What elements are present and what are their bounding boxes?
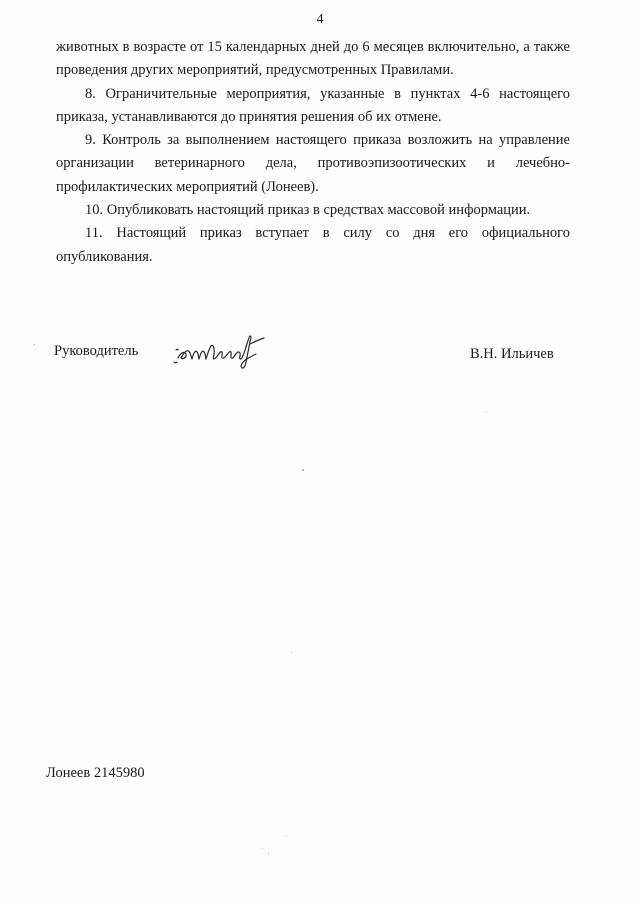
executor-info: Лонеев 2145980 (46, 765, 145, 781)
paragraph-7-continuation: животных в возрасте от 15 календарных дней до 6 месяцев включительно, а также проведения других мероприятий, предусмотренных Правилами. (56, 39, 570, 79)
document-body (56, 36, 570, 269)
page-number: 4 (316, 12, 324, 27)
handwritten-signature (172, 328, 282, 374)
scan-speck (262, 848, 263, 849)
scan-speck (286, 835, 287, 836)
scan-speck (486, 412, 487, 413)
signatory-name: В.Н. Ильичев (470, 346, 554, 362)
paragraph-10: 10. Опубликовать настоящий приказ в средствах массовой информации. (85, 202, 531, 219)
scan-speck (268, 853, 269, 854)
scan-speck (291, 652, 292, 653)
paragraph-8: 8. Ограничительные мероприятия, указанные в пунктах 4-6 настоящего приказа, устанавливаются до принятия решения об их отмене. (56, 85, 570, 125)
paragraph-9: 9. Контроль за выполнением настоящего приказа возложить на управление организации ветеринарного дела, противоэпизоотических и лечебно-профилактических мероприятий (Лонеев). (56, 132, 570, 195)
scan-speck (34, 344, 35, 345)
signatory-title: Руководитель (54, 343, 139, 359)
paragraph-11: 11. Настоящий приказ вступает в силу со дня его официального опубликования. (56, 225, 570, 265)
scan-speck (302, 469, 304, 471)
